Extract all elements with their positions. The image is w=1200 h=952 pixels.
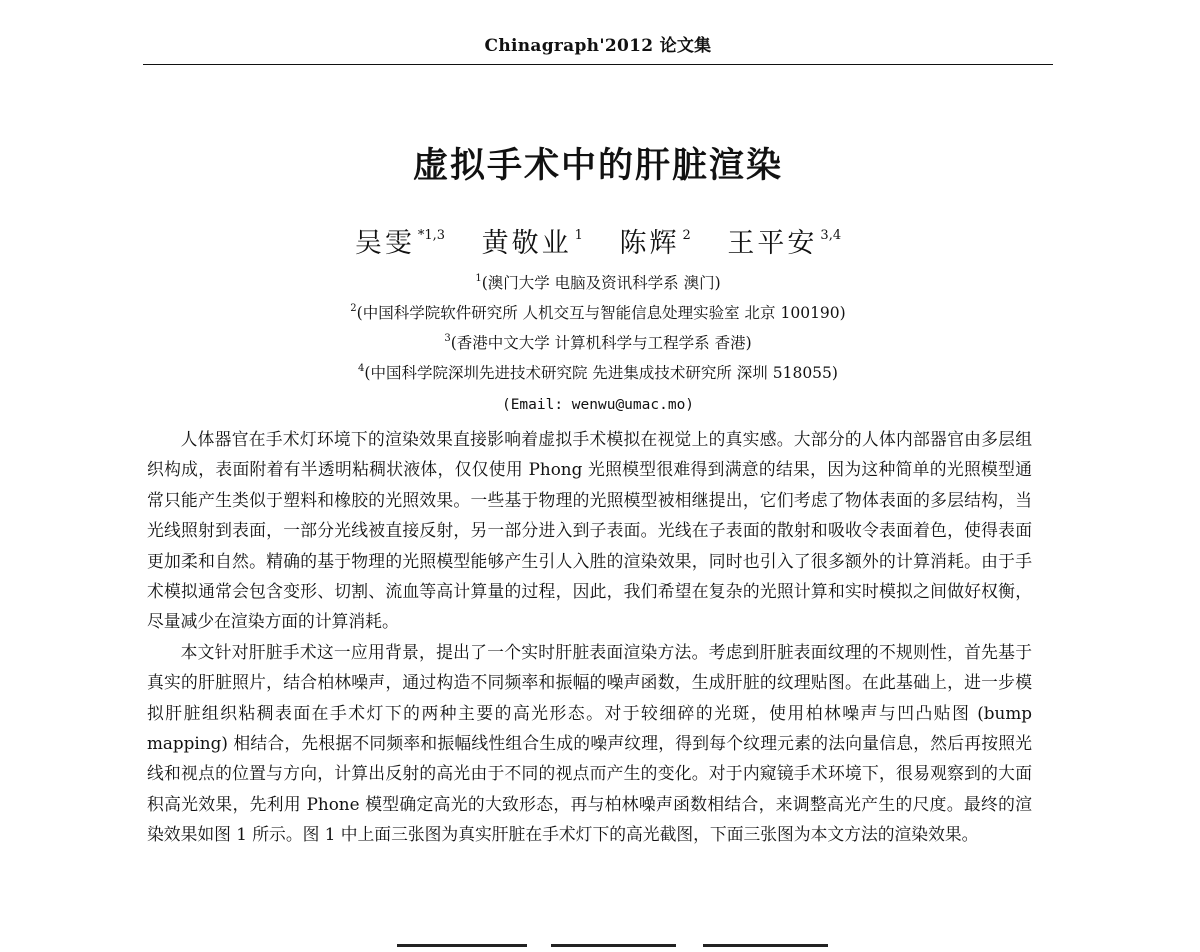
abstract-body [147,424,1032,850]
author-list [143,216,1053,264]
paper-title: 虚拟手术中的肝脏渲染 [412,146,783,186]
author-affil-mark: 1 [574,228,583,243]
author-affil-mark: *1,3 [417,228,446,243]
author-name: 吴雯 [354,228,415,259]
affiliation [143,324,1053,354]
affiliation-mark: 3 [444,333,451,344]
running-header: Chinagraph'2012 论文集 [484,36,712,56]
affiliation [143,354,1053,384]
author [482,216,583,264]
affiliation-text: (中国科学院软件研究所 人机交互与智能信息处理实验室 北京 100190) [356,304,846,322]
header-rule [143,64,1053,65]
author [355,216,445,264]
author-name: 王平安 [727,228,818,259]
author-affil-mark: 3,4 [820,228,842,243]
affiliation-mark: 1 [475,273,482,284]
affiliation-text: (澳门大学 电脑及资讯科学系 澳门) [481,274,721,292]
affiliation-list [143,264,1053,384]
contact-email: (Email: wenwu@umac.mo) [501,397,695,413]
author [620,216,691,264]
author-name: 陈辉 [619,228,680,259]
body-paragraph: 人体器官在手术灯环境下的渲染效果直接影响着虚拟手术模拟在视觉上的真实感。大部分的人体内部器官由多层组织构成，表面附着有半透明粘稠状液体，仅仅使用 Phong 光照模型很难得到满意的结果，因为这种简单的光照模型通常只能产生类似于塑料和橡胶的光照效果。一些基于物理的光照模型被相继提出，它们考虑了物体表面的多层结构，当光线照射到表面，一部分光线被直接反射，另一部分进入到子表面。光线在子表面的散射和吸收令表面着色，使得表面更加柔和自然。精确的基于物理的光照模型能够产生引人入胜的渲染效果，同时也引入了很多额外的计算消耗。由于手术模拟通常会包含变形、切割、流血等高计算量的过程，因此，我们希望在复杂的光照计算和实时模拟之间做好权衡，尽量减少在渲染方面的计算消耗。 [147,429,1032,632]
affiliation-mark: 2 [350,303,357,314]
author-name: 黄敬业 [481,228,572,259]
affiliation-text: (香港中文大学 计算机科学与工程学系 香港) [450,334,752,352]
body-paragraph: 本文针对肝脏手术这一应用背景，提出了一个实时肝脏表面渲染方法。考虑到肝脏表面纹理的不规则性，首先基于真实的肝脏照片，结合柏林噪声，通过构造不同频率和振幅的噪声函数，生成肝脏的纹理贴图。在此基础上，进一步模拟肝脏组织粘稠表面在手术灯下的两种主要的高光形态。对于较细碎的光斑，使用柏林噪声与凹凸贴图 (bump mapping) 相结合，先根据不同频率和振幅线性组合生成的噪声纹理，得到每个纹理元素的法向量信息，然后再按照光线和视点的位置与方向，计算出反射的高光由于不同的视点而产生的变化。对于内窥镜手术环境下，很易观察到的大面积高光效果，先利用 Phone 模型确定高光的大致形态，再与柏林噪声函数相结合，来调整高光产生的尺度。最终的渲染效果如图 1 所示。图 1 中上面三张图为真实肝脏在手术灯下的高光截图，下面三张图为本文方法的渲染效果。 [147,641,1032,845]
affiliation [143,294,1053,324]
figure-top-edge [703,944,828,947]
affiliation-text: (中国科学院深圳先进技术研究院 先进集成技术研究所 深圳 518055) [364,364,838,382]
figure-top-edge [551,944,676,947]
author-affil-mark: 2 [682,228,691,243]
figure-top-edge [397,944,527,947]
author [727,216,841,264]
affiliation-mark: 4 [358,363,365,374]
affiliation [143,264,1053,294]
